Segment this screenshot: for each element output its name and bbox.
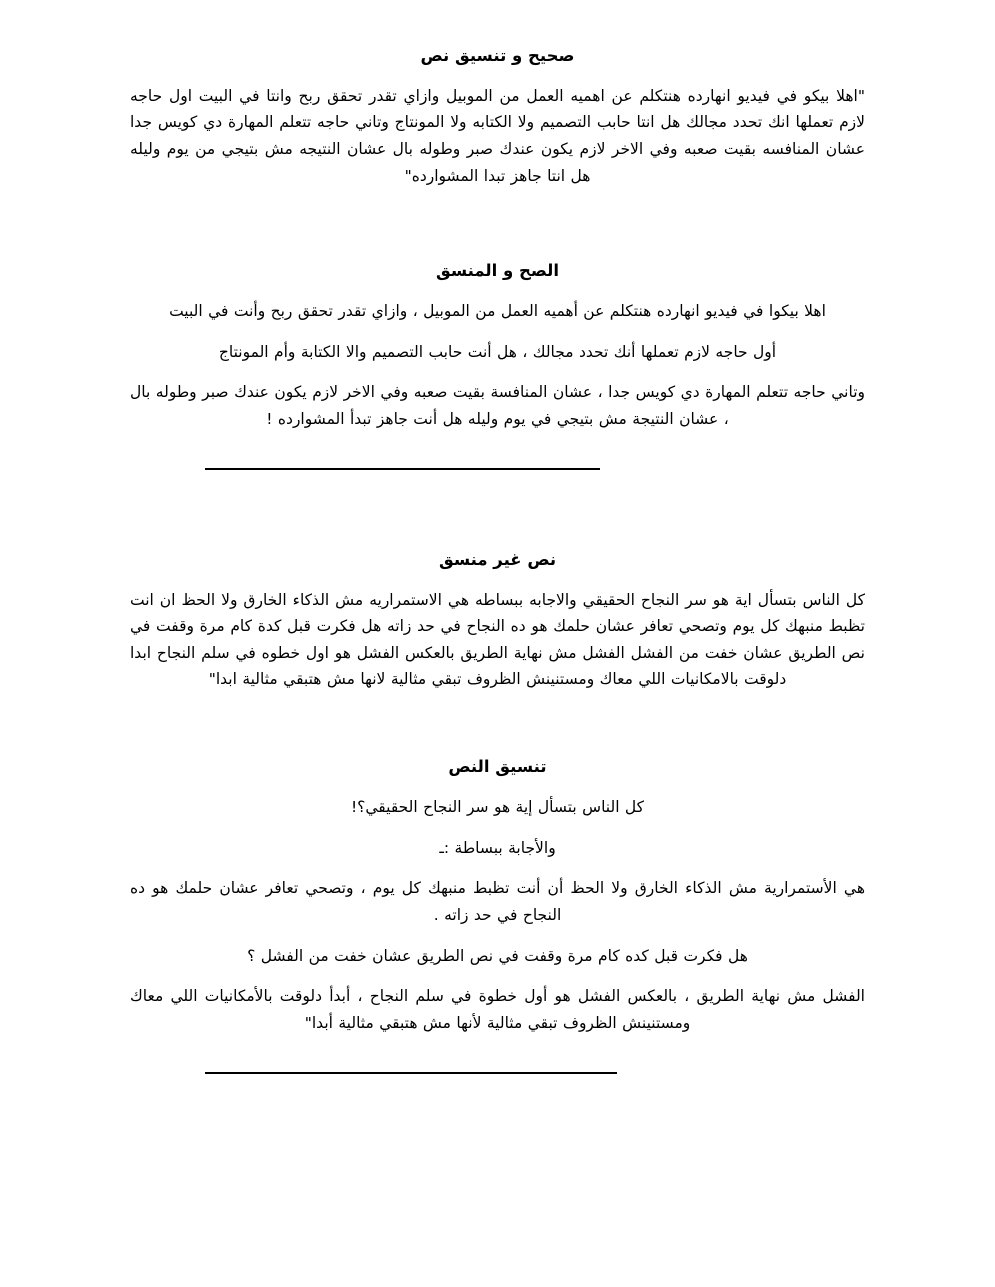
section-4-heading: تنسيق النص	[448, 757, 547, 777]
spacer-s4-p4-p5	[130, 969, 865, 983]
horizontal-rule-icon-2	[205, 1072, 617, 1074]
section-2-paragraph-2: أول حاجه لازم تعملها أنك تحدد مجالك ، هل أنت حابب التصميم والا الكتابة وأم المونتاج	[218, 342, 777, 361]
spacer-before-separator-1	[130, 433, 865, 459]
spacer-s4-p2-p3	[130, 861, 865, 875]
section-1-paragraph-1: "اهلا بيكو في فيديو انهارده هنتكلم عن اهميه العمل من الموبيل وازاي تقدر تحقق ربح وانتا في البيت اول حاجه لازم تعملها انك تحدد مجالك هل انتا حابب التصميم ولا الكتابه ولا المونتاج وتاني حاجه تتعلم المهارة دي كويس جدا عشان المنافسه بقيت صعبه وفي الاخر لازم يكون عندك صبر وطوله بال عشان النتيجه مش بتيجي من يوم وليله هل انتا جاهز تبدا المشوارده"	[130, 86, 865, 185]
horizontal-rule-icon-1	[205, 468, 600, 470]
section-4-paragraph-1: كل الناس بتسأل إية هو سر النجاح الحقيقي؟!	[350, 797, 645, 816]
section-4-paragraph-3: هي الأستمرارية مش الذكاء الخارق ولا الحظ أن أنت تظبط منبهك كل يوم ، وتصحي تعافر عشان حلمك هو ده النجاح في حد زاته .	[130, 879, 865, 924]
section-3-heading: نص غير منسق	[438, 549, 557, 569]
spacer-s2-p1-p2	[130, 325, 865, 339]
separator-1-wrapper	[130, 459, 865, 478]
section-nass-ghayr-munassaq	[130, 548, 865, 693]
spacer-after-separator-1	[130, 478, 865, 548]
spacer-before-separator-2	[130, 1036, 865, 1062]
section-1-heading: صحيح و تنسيق نص	[420, 46, 575, 65]
section-3-paragraph-1: كل الناس بتسأل اية هو سر النجاح الحقيقي والاجابه ببساطه هي الاستمراريه مش الذكاء الخارق ولا الحظ ان انت تظبط منبهك كل يوم وتصحي تعافر عشان حلمك هو ده النجاح في حد زاته هل فكرت قبل كدة كام مرة وقفت في نص الطريق عشان خفت من الفشل الفشل مش نهاية الطريق بالعكس الفشل هو اول خطوه في سلم النجاح ابدا دلوقت بالامكانيات اللي معاك ومستنينش الظروف تبقي مثالية لانها مش هتبقي مثالية ابدا"	[130, 590, 865, 689]
section-4-paragraph-2: والأجابة ببساطة :ـ	[439, 838, 556, 857]
section-4-paragraph-5: الفشل مش نهاية الطريق ، بالعكس الفشل هو أول خطوة في سلم النجاح ، أبدأ دلوقت بالأمكانيات اللي معاك ومستنينش الظروف تبقي مثالية لأنها مش هتبقي مثالية أبدا"	[130, 987, 865, 1032]
section-al-sah-wal-munassaq	[130, 259, 865, 432]
section-2-paragraph-3: وتاني حاجه تتعلم المهارة دي كويس جدا ، عشان المنافسة بقيت صعبه وفي الاخر لازم يكون عندك صبر وطوله بال ، عشان النتيجة مش بتيجي في يوم وليله هل أنت جاهز تبدأ المشوارده !	[130, 383, 865, 429]
spacer-s4-p3-p4	[130, 929, 865, 943]
spacer-s2-p2-p3	[130, 365, 865, 379]
spacer-after-section-1	[130, 189, 865, 259]
section-2-paragraph-1: اهلا بيكوا في فيديو انهارده هنتكلم عن أهميه العمل من الموبيل ، وازاي تقدر تحقق ربح وأنت في البيت	[169, 302, 826, 321]
section-sahih-wa-tanseeq-nass	[130, 44, 865, 189]
section-2-heading: الصح و المنسق	[435, 261, 560, 281]
spacer-after-section-3	[130, 693, 865, 755]
section-tanseeq-al-nass	[130, 755, 865, 1036]
separator-2-wrapper	[130, 1062, 865, 1081]
spacer-s4-p1-p2	[130, 821, 865, 835]
section-4-paragraph-4: هل فكرت قبل كده كام مرة وقفت في نص الطريق عشان خفت من الفشل ؟	[247, 946, 748, 965]
